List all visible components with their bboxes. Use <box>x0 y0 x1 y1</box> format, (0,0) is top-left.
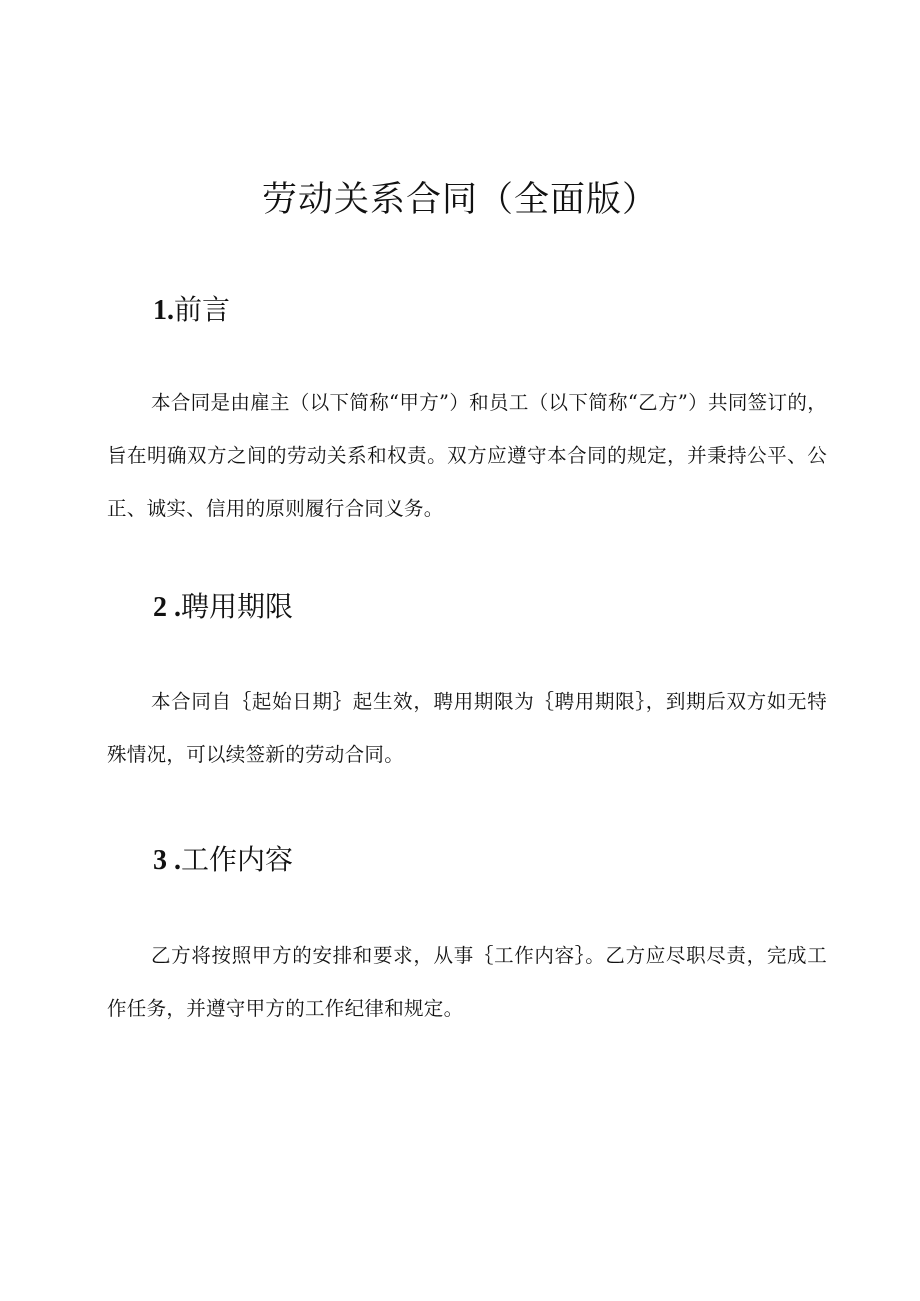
section-number: 2 . <box>153 592 181 623</box>
section-title: 聘用期限 <box>181 590 294 623</box>
section-number: 1. <box>153 295 174 326</box>
section-body-2: 本合同自｛起始日期｝起生效，聘用期限为｛聘用期限｝，到期后双方如无特殊情况，可以续签新的劳动合同。 <box>107 690 827 766</box>
section-heading-3 <box>153 840 293 881</box>
section-number: 3 . <box>153 845 181 876</box>
section-title: 前言 <box>174 293 231 326</box>
section-body-3: 乙方将按照甲方的安排和要求，从事｛工作内容｝。乙方应尽职尽责，完成工作任务，并遵守甲方的工作纪律和规定。 <box>107 944 827 1020</box>
document-title: 劳动关系合同（全面版） <box>261 180 658 220</box>
section-body-1: 本合同是由雇主（以下简称“甲方”）和员工（以下简称“乙方”）共同签订的，旨在明确双方之间的劳动关系和权责。双方应遵守本合同的规定，并秉持公平、公正、诚实、信用的原则履行合同义务。 <box>107 391 827 520</box>
section-heading-2 <box>153 587 293 628</box>
section-heading-1 <box>153 290 230 331</box>
section-title: 工作内容 <box>181 843 294 876</box>
